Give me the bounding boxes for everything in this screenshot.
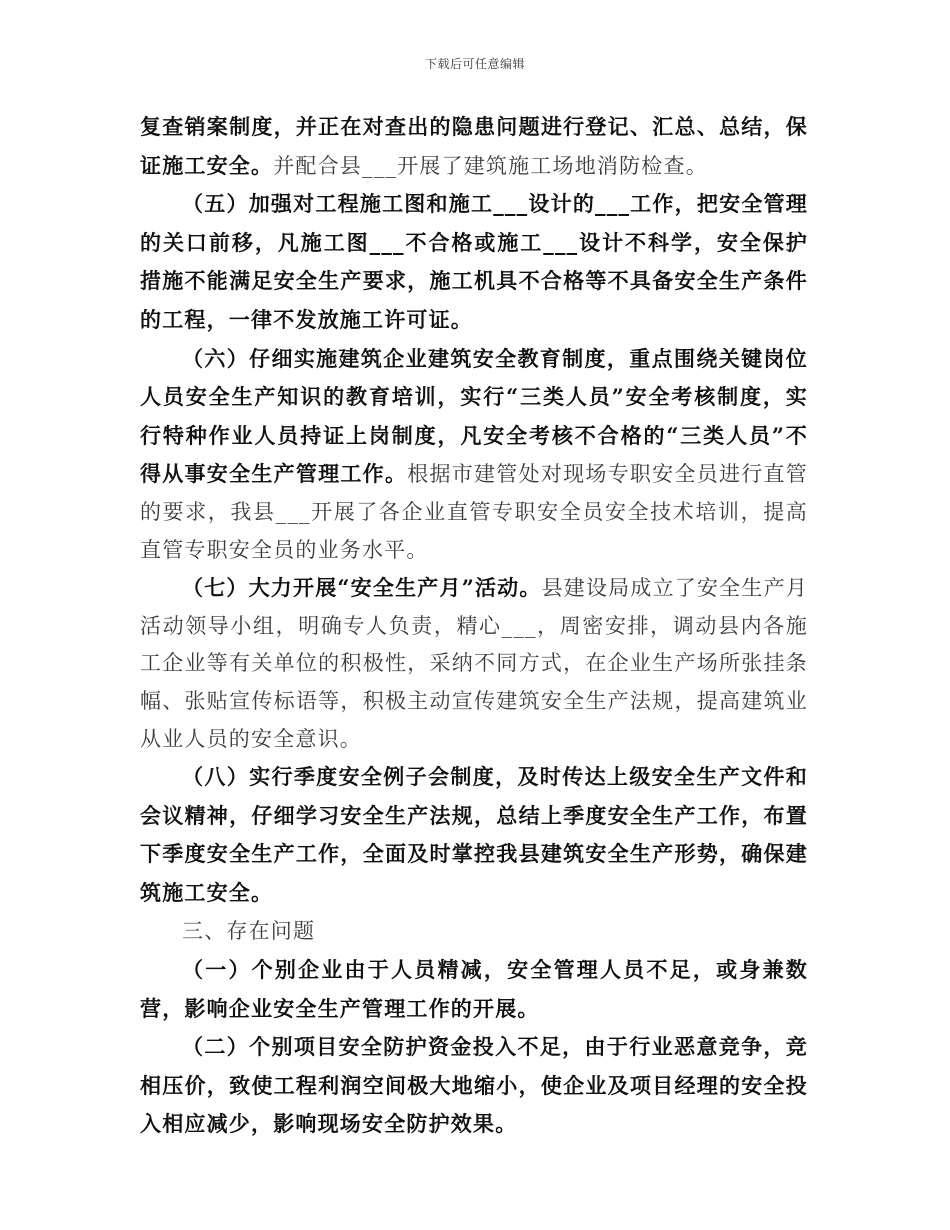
document-body (140, 108, 808, 1144)
paragraph-section-6-normal: 根据市建管处对现场专职安全员进行直管的要求，我县___开展了各企业直管专职安全员安全技术培训，提高直管专职安全员的业务水平。 (140, 462, 808, 562)
section-heading-problems (140, 912, 808, 951)
paragraph-1 (140, 108, 808, 185)
paragraph-problem-2 (140, 1028, 808, 1144)
paragraph-section-7 (140, 569, 808, 758)
paragraph-problem-2-bold: （二）个别项目安全防护资金投入不足，由于行业恶意竞争，竞相压价，致使工程利润空间极大地缩小，使企业及项目经理的安全投入相应减少，影响现场安全防护效果。 (140, 1034, 808, 1137)
paragraph-section-6 (140, 340, 808, 570)
paragraph-section-5-bold: （五）加强对工程施工图和施工___设计的___工作，把安全管理的关口前移，凡施工图___不合格或施工___设计不科学，安全保护措施不能满足安全生产要求，施工机具不合格等不具备安全生产条件的工程，一律不发放施工许可证。 (140, 191, 808, 332)
paragraph-section-5 (140, 185, 808, 339)
paragraph-1-bold: 复查销案制度，并正在对查出的隐患问题进行登记、汇总、总结，保证施工安全。 (140, 114, 808, 178)
paragraph-problem-1-bold: （一）个别企业由于人员精减，安全管理人员不足，或身兼数营，影响企业安全生产管理工作的开展。 (140, 957, 808, 1021)
page-header: 下载后可任意编辑 (424, 57, 525, 71)
paragraph-section-7-normal: 县建设局成立了安全生产月活动领导小组，明确专人负责，精心___，周密安排，调动县内各施工企业等有关单位的积极性，采纳不同方式，在企业生产场所张挂条幅、张贴宣传标语等，积极主动宣传建筑安全生产法规，提高建筑业从业人员的安全意识。 (140, 576, 808, 751)
paragraph-section-6-bold: （六）仔细实施建筑企业建筑安全教育制度，重点围绕关键岗位人员安全生产知识的教育培训，实行“三类人员”安全考核制度，实行特种作业人员持证上岗制度，凡安全考核不合格的“三类人员”不得从事安全生产管理工作。 (140, 345, 808, 487)
paragraph-problem-1 (140, 951, 808, 1028)
paragraph-section-8-bold: （八）实行季度安全例子会制度，及时传达上级安全生产文件和会议精神，仔细学习安全生产法规，总结上季度安全生产工作，布置下季度安全生产工作，全面及时掌控我县建筑安全生产形势，确保建筑施工安全。 (140, 764, 808, 905)
paragraph-section-8 (140, 758, 808, 912)
paragraph-1-normal: 并配合县___开展了建筑施工场地消防检查。 (273, 153, 708, 178)
section-heading-problems-text: 三、存在问题 (182, 919, 316, 944)
paragraph-section-7-bold: （七）大力开展“安全生产月”活动。 (182, 575, 542, 601)
